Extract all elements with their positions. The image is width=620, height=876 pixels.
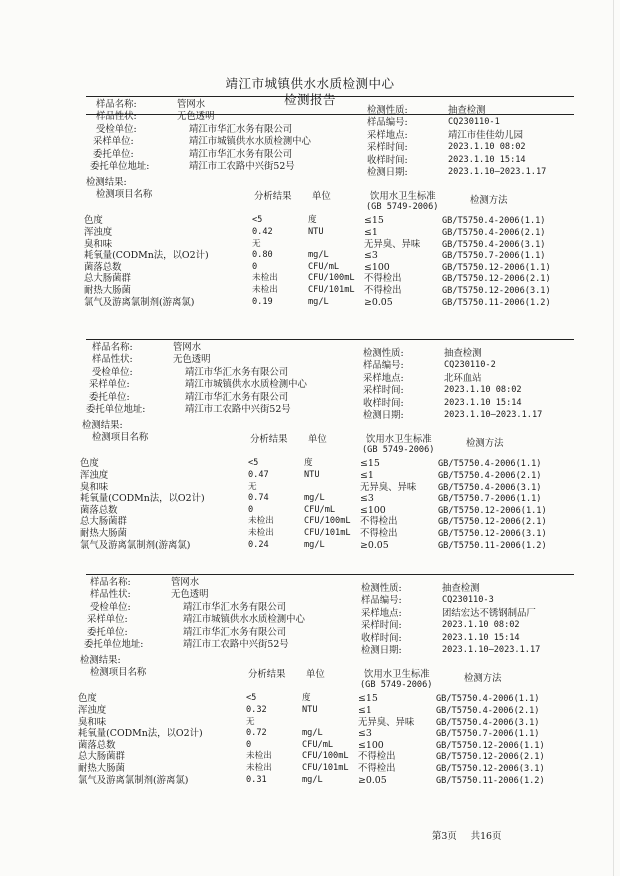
result-method: GB/T5750.4-2006(3.1) — [442, 239, 546, 250]
result-unit: CFU/100mL — [302, 751, 349, 762]
receive-time-label: 收样时间: — [363, 397, 404, 409]
result-standard: 不得检出 — [358, 751, 396, 763]
test-date-value: 2023.1.10—2023.1.17 — [442, 645, 541, 655]
result-standard: ≤100 — [364, 261, 390, 273]
sample-traits-label: 样品性状: — [92, 354, 133, 366]
result-value: <5 — [248, 458, 259, 469]
col-item-header: 检测项目名称 — [96, 189, 153, 201]
result-item: 总大肠菌群 — [80, 516, 127, 528]
result-value: 0 — [246, 739, 252, 750]
col-std-header: 饮用水卫生标准 — [366, 434, 432, 446]
result-item: 菌落总数 — [78, 739, 116, 751]
page-number: 第3页 — [432, 831, 457, 842]
results-label: 检测结果: — [86, 177, 127, 189]
result-method: GB/T5750.12-2006(2.1) — [438, 517, 547, 528]
result-method: GB/T5750.4-2006(2.1) — [436, 706, 540, 716]
sampling-site-label: 采样地点: — [367, 129, 408, 141]
result-standard: ≥0.05 — [358, 774, 387, 786]
result-value: 0.42 — [252, 227, 273, 237]
sampling-site-value: 北环血站 — [444, 372, 482, 384]
col-unit-header: 单位 — [306, 669, 325, 681]
sample-traits-label: 样品性状: — [96, 111, 137, 123]
result-value: 未检出 — [246, 763, 272, 773]
client-unit-label: 受检单位: — [92, 366, 133, 378]
test-date-label: 检测日期: — [361, 645, 402, 656]
sample-number-label: 样品编号: — [363, 360, 404, 372]
result-method: GB/T5750.12-2006(1.1) — [438, 505, 547, 516]
result-unit: mg/L — [304, 539, 325, 550]
result-value: 无 — [248, 481, 257, 492]
result-standard: 不得检出 — [364, 273, 402, 285]
result-unit: NTU — [302, 705, 318, 715]
entrust-address-value: 靖江市工农路中兴街52号 — [185, 404, 291, 415]
result-value: 未检出 — [248, 528, 274, 538]
result-value: <5 — [252, 215, 263, 226]
sampling-unit-label: 采样单位: — [87, 614, 128, 626]
sampling-site-value: 靖江市佳佳幼儿园 — [448, 129, 524, 141]
result-method: GB/T5750.12-2006(1.1) — [442, 262, 551, 273]
sample-name-label: 样品名称: — [90, 577, 131, 588]
result-item: 菌落总数 — [84, 261, 122, 273]
result-standard: ≤1 — [360, 470, 374, 481]
result-standard: 不得检出 — [360, 516, 398, 528]
page-total: 共16页 — [470, 831, 502, 842]
col-method-header: 检测方法 — [466, 438, 504, 450]
result-value: 0.19 — [252, 296, 273, 307]
result-unit: 度 — [302, 693, 311, 704]
result-unit: CFU/mL — [302, 739, 334, 750]
result-value: 0 — [248, 504, 254, 515]
test-date-label: 检测日期: — [363, 410, 404, 421]
col-unit-header: 单位 — [312, 191, 331, 203]
sample-name-label: 样品名称: — [96, 99, 137, 110]
result-value: 0.31 — [246, 774, 267, 785]
result-unit: NTU — [308, 227, 324, 237]
result-method: GB/T5750.12-2006(3.1) — [436, 764, 545, 774]
test-nature-value: 抽查检测 — [448, 105, 486, 116]
sample-number-value: CQ230110-3 — [442, 595, 494, 606]
entrust-address-label: 委托单位地址: — [90, 161, 150, 172]
result-item: 色度 — [84, 215, 103, 227]
result-unit: mg/L — [308, 250, 329, 261]
result-standard: ≤15 — [364, 215, 384, 227]
result-unit: mg/L — [302, 774, 323, 785]
receive-time-label: 收样时间: — [367, 154, 408, 166]
test-nature-value: 抽查检测 — [442, 583, 480, 594]
result-value: 0.32 — [246, 705, 267, 715]
sample-number-label: 样品编号: — [367, 117, 408, 129]
result-item: 总大肠菌群 — [84, 273, 131, 285]
sampling-unit-value: 靖江市城镇供水水质检测中心 — [183, 614, 305, 626]
result-standard: 不得检出 — [364, 285, 402, 296]
entrust-address-value: 靖江市工农路中兴街52号 — [183, 639, 289, 650]
result-unit: mg/L — [302, 728, 323, 739]
result-item: 氯气及游离氯制剂(游离氯) — [80, 539, 191, 551]
result-item: 菌落总数 — [80, 504, 118, 516]
result-method: GB/T5750.7-2006(1.1) — [442, 251, 546, 262]
result-item: 臭和味 — [80, 481, 109, 493]
result-standard: 不得检出 — [360, 528, 398, 539]
col-std-header: 饮用水卫生标准 — [364, 669, 430, 681]
result-value: 未检出 — [248, 516, 274, 527]
result-value: 无 — [246, 716, 255, 727]
results-label: 检测结果: — [82, 420, 123, 432]
result-method: GB/T5750.4-2006(3.1) — [436, 717, 540, 728]
sampling-unit-value: 靖江市城镇供水水质检测中心 — [189, 136, 311, 148]
col-item-header: 检测项目名称 — [92, 432, 149, 444]
col-unit-header: 单位 — [308, 434, 327, 446]
sampling-time-label: 采样时间: — [361, 620, 402, 632]
page-edge — [613, 0, 614, 876]
col-item-header: 检测项目名称 — [90, 667, 147, 679]
result-standard: 不得检出 — [358, 763, 396, 774]
result-method: GB/T5750.7-2006(1.1) — [438, 494, 542, 505]
sampling-time-value: 2023.1.10 08:02 — [444, 385, 522, 396]
result-standard: 无异臭、异味 — [358, 716, 415, 728]
test-date-value: 2023.1.10—2023.1.17 — [444, 410, 543, 420]
entrust-unit-value: 靖江市华汇水务有限公司 — [183, 626, 287, 638]
result-unit: CFU/100mL — [304, 516, 351, 527]
result-standard: ≥0.05 — [360, 539, 389, 551]
result-method: GB/T5750.12-2006(3.1) — [438, 529, 547, 539]
result-item: 耗氧量(CODMn法，以O2计) — [80, 493, 205, 505]
result-item: 氯气及游离氯制剂(游离氯) — [84, 296, 195, 308]
sample-traits-value: 无色透明 — [173, 354, 211, 366]
result-item: 耐热大肠菌 — [80, 528, 127, 539]
test-nature-label: 检测性质: — [361, 583, 402, 594]
result-method: GB/T5750.4-2006(2.1) — [442, 228, 546, 238]
result-value: 0.47 — [248, 470, 269, 480]
col-std-code: (GB 5749-2006) — [362, 445, 435, 456]
col-std-code: (GB 5749-2006) — [360, 680, 433, 691]
entrust-unit-label: 委托单位: — [93, 148, 134, 160]
result-value: 0.74 — [248, 493, 269, 504]
result-value: <5 — [246, 693, 257, 704]
result-standard: ≤100 — [360, 504, 386, 516]
result-unit: mg/L — [308, 296, 329, 307]
result-item: 耗氧量(CODMn法，以O2计) — [78, 728, 203, 740]
result-unit: CFU/100mL — [308, 273, 355, 284]
section-rule — [86, 339, 574, 340]
result-unit: CFU/101mL — [302, 763, 349, 773]
result-value: 0.24 — [248, 539, 269, 550]
entrust-unit-label: 委托单位: — [87, 626, 128, 638]
result-method: GB/T5750.12-2006(2.1) — [436, 752, 545, 763]
entrust-unit-value: 靖江市华汇水务有限公司 — [185, 391, 289, 403]
result-standard: ≤15 — [360, 458, 380, 470]
sample-name-value: 管网水 — [177, 99, 206, 110]
result-unit: 度 — [308, 215, 317, 226]
result-method: GB/T5750.11-2006(1.2) — [438, 540, 547, 551]
result-item: 臭和味 — [84, 238, 113, 250]
result-value: 未检出 — [252, 273, 278, 284]
result-item: 耐热大肠菌 — [84, 285, 131, 296]
result-standard: 无异臭、异味 — [364, 238, 421, 250]
entrust-address-label: 委托单位地址: — [84, 639, 144, 650]
page-footer — [432, 828, 515, 842]
result-item: 色度 — [78, 693, 97, 705]
results-label: 检测结果: — [80, 655, 121, 667]
result-method: GB/T5750.4-2006(1.1) — [438, 459, 542, 470]
col-method-header: 检测方法 — [464, 673, 502, 685]
col-result-header: 分析结果 — [250, 434, 288, 446]
receive-time-value: 2023.1.10 15:14 — [442, 632, 520, 643]
entrust-unit-value: 靖江市华汇水务有限公司 — [189, 148, 293, 160]
entrust-address-label: 委托单位地址: — [86, 404, 146, 415]
result-method: GB/T5750.4-2006(1.1) — [442, 216, 546, 227]
result-item: 浑浊度 — [84, 227, 113, 238]
result-standard: ≤3 — [364, 250, 378, 262]
result-method: GB/T5750.4-2006(2.1) — [438, 471, 542, 481]
result-method: GB/T5750.11-2006(1.2) — [436, 775, 545, 786]
result-method: GB/T5750.7-2006(1.1) — [436, 729, 540, 740]
result-item: 总大肠菌群 — [78, 751, 125, 763]
col-std-code: (GB 5749-2006) — [366, 202, 439, 213]
sampling-site-label: 采样地点: — [363, 372, 404, 384]
result-unit: NTU — [304, 470, 320, 480]
sampling-unit-value: 靖江市城镇供水水质检测中心 — [185, 379, 307, 391]
result-standard: ≥0.05 — [364, 296, 393, 308]
sample-traits-value: 无色透明 — [177, 111, 215, 123]
section-rule — [86, 96, 574, 97]
result-item: 浑浊度 — [78, 705, 107, 716]
sample-name-value: 管网水 — [173, 342, 202, 353]
result-unit: CFU/mL — [304, 504, 336, 515]
sampling-time-value: 2023.1.10 08:02 — [448, 142, 526, 153]
result-unit: mg/L — [304, 493, 325, 504]
col-method-header: 检测方法 — [470, 195, 508, 207]
col-result-header: 分析结果 — [248, 669, 286, 681]
result-method: GB/T5750.12-2006(1.1) — [436, 740, 545, 751]
result-item: 臭和味 — [78, 716, 107, 728]
sampling-unit-label: 采样单位: — [89, 379, 130, 391]
result-standard: ≤3 — [358, 728, 372, 740]
test-date-value: 2023.1.10—2023.1.17 — [448, 167, 547, 177]
receive-time-value: 2023.1.10 15:14 — [448, 154, 526, 165]
client-unit-value: 靖江市华汇水务有限公司 — [189, 123, 293, 135]
sampling-time-label: 采样时间: — [363, 385, 404, 397]
result-method: GB/T5750.4-2006(3.1) — [438, 482, 542, 493]
sampling-time-value: 2023.1.10 08:02 — [442, 620, 520, 631]
result-standard: ≤15 — [358, 693, 378, 705]
result-value: 未检出 — [246, 751, 272, 762]
report-org: 靖江市城镇供水水质检测中心 — [225, 76, 395, 91]
test-date-label: 检测日期: — [367, 167, 408, 178]
result-standard: ≤1 — [358, 705, 372, 716]
section-rule — [86, 574, 574, 575]
sample-number-value: CQ230110-2 — [444, 360, 496, 371]
client-unit-label: 受检单位: — [96, 123, 137, 135]
sampling-site-label: 采样地点: — [361, 607, 402, 619]
col-std-header: 饮用水卫生标准 — [370, 191, 436, 203]
receive-time-label: 收样时间: — [361, 632, 402, 644]
client-unit-label: 受检单位: — [90, 601, 131, 613]
result-value: 0.72 — [246, 728, 267, 739]
sampling-site-value: 团结宏达不锈钢制品厂 — [442, 607, 536, 619]
result-value: 0.80 — [252, 250, 273, 261]
sample-name-label: 样品名称: — [92, 342, 133, 353]
result-value: 未检出 — [252, 285, 278, 295]
result-standard: 无异臭、异味 — [360, 481, 417, 493]
report-title: 检测报告 — [283, 92, 336, 107]
result-method: GB/T5750.11-2006(1.2) — [442, 297, 551, 308]
test-nature-label: 检测性质: — [367, 105, 408, 116]
entrust-unit-label: 委托单位: — [89, 391, 130, 403]
result-standard: ≤100 — [358, 739, 384, 751]
sampling-unit-label: 采样单位: — [93, 136, 134, 148]
result-unit: 度 — [304, 458, 313, 469]
result-value: 无 — [252, 238, 261, 249]
section-rule — [86, 114, 574, 115]
result-method: GB/T5750.12-2006(2.1) — [442, 274, 551, 285]
result-unit: CFU/101mL — [304, 528, 351, 538]
result-unit: CFU/101mL — [308, 285, 355, 295]
test-nature-value: 抽查检测 — [444, 348, 482, 359]
col-result-header: 分析结果 — [254, 191, 292, 203]
client-unit-value: 靖江市华汇水务有限公司 — [185, 366, 289, 378]
sample-number-label: 样品编号: — [361, 595, 402, 607]
result-standard: ≤3 — [360, 493, 374, 505]
result-item: 浑浊度 — [80, 470, 109, 481]
test-nature-label: 检测性质: — [363, 348, 404, 359]
sample-number-value: CQ230110-1 — [448, 117, 500, 128]
receive-time-value: 2023.1.10 15:14 — [444, 397, 522, 408]
client-unit-value: 靖江市华汇水务有限公司 — [183, 601, 287, 613]
result-item: 氯气及游离氯制剂(游离氯) — [78, 774, 189, 786]
entrust-address-value: 靖江市工农路中兴街52号 — [189, 161, 295, 172]
sample-name-value: 管网水 — [171, 577, 200, 588]
result-item: 耐热大肠菌 — [78, 763, 125, 774]
result-unit: CFU/mL — [308, 261, 340, 272]
sample-traits-value: 无色透明 — [171, 589, 209, 601]
result-method: GB/T5750.12-2006(3.1) — [442, 286, 551, 296]
result-standard: ≤1 — [364, 227, 378, 238]
result-item: 耗氧量(CODMn法，以O2计) — [84, 250, 209, 262]
result-value: 0 — [252, 261, 258, 272]
sample-traits-label: 样品性状: — [90, 589, 131, 601]
result-item: 色度 — [80, 458, 99, 470]
sampling-time-label: 采样时间: — [367, 142, 408, 154]
result-method: GB/T5750.4-2006(1.1) — [436, 694, 540, 705]
